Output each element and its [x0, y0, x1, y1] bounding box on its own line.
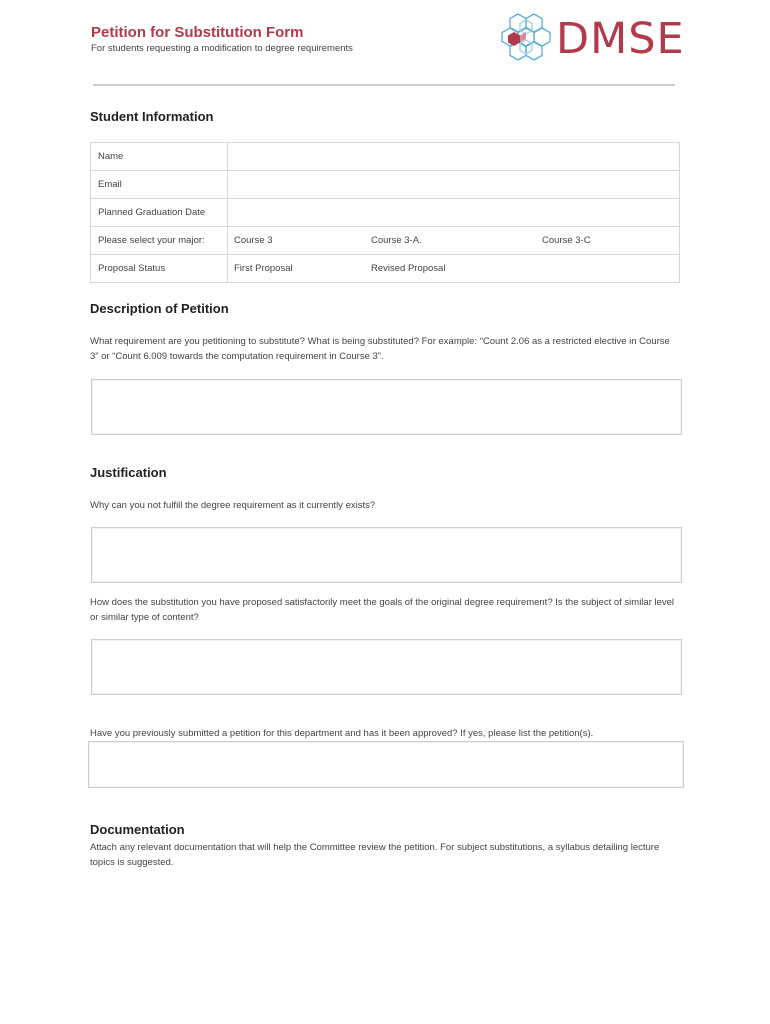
email-field[interactable] [228, 171, 680, 199]
student-information-heading: Student Information [90, 109, 214, 124]
justification-heading: Justification [90, 465, 167, 480]
hexagon-cluster-icon [496, 10, 556, 70]
justification-question-1: Why can you not fulfill the degree requirement as it currently exists? [90, 500, 376, 511]
justification-question-3: Have you previously submitted a petition for this department and has it been approved? If yes, please list the petition(s). [90, 728, 594, 739]
dmse-logo [496, 10, 686, 70]
header-divider [93, 84, 675, 86]
status-option-revised[interactable]: Revised Proposal [371, 263, 446, 274]
major-option-course-3a[interactable]: Course 3-A. [371, 235, 422, 246]
description-prompt: What requirement are you petitioning to substitute? What is being substituted? For example: “Count 2.06 as a restricted elective in Course 3” or “Count 6.009 towards the computation requirement in Course 3”. [90, 336, 670, 362]
major-option-course-3[interactable]: Course 3 [234, 235, 273, 246]
name-field[interactable] [228, 143, 680, 171]
documentation-text: Attach any relevant documentation that will help the Committee review the petition. For subject substitutions, a syllabus detailing lecture topics is suggested. [90, 842, 660, 868]
graduation-date-field[interactable] [228, 199, 680, 227]
name-row [91, 143, 680, 171]
proposal-status-row [91, 255, 680, 283]
email-row [91, 171, 680, 199]
student-info-table [90, 142, 680, 283]
page-title: Petition for Substitution Form [91, 24, 304, 41]
documentation-heading: Documentation [90, 822, 185, 837]
proposal-status-label: Proposal Status [91, 255, 228, 283]
proposal-status-options [228, 255, 680, 283]
logo-text: DMSE [556, 14, 685, 64]
description-textbox[interactable] [91, 379, 682, 435]
name-label: Name [91, 143, 228, 171]
justification-textbox-1[interactable] [91, 527, 682, 583]
major-options [228, 227, 680, 255]
justification-textbox-3[interactable] [88, 741, 684, 788]
email-label: Email [91, 171, 228, 199]
page-subtitle: For students requesting a modification to degree requirements [91, 43, 353, 54]
major-option-course-3c[interactable]: Course 3-C [542, 235, 591, 246]
justification-question-2: How does the substitution you have proposed satisfactorily meet the goals of the original degree requirement? Is the subject of similar level or similar type of content? [90, 597, 675, 623]
major-row [91, 227, 680, 255]
status-option-first[interactable]: First Proposal [234, 263, 293, 274]
description-heading: Description of Petition [90, 301, 229, 316]
justification-textbox-2[interactable] [91, 639, 682, 695]
graduation-date-label: Planned Graduation Date [91, 199, 228, 227]
graduation-date-row [91, 199, 680, 227]
major-label: Please select your major: [91, 227, 228, 255]
